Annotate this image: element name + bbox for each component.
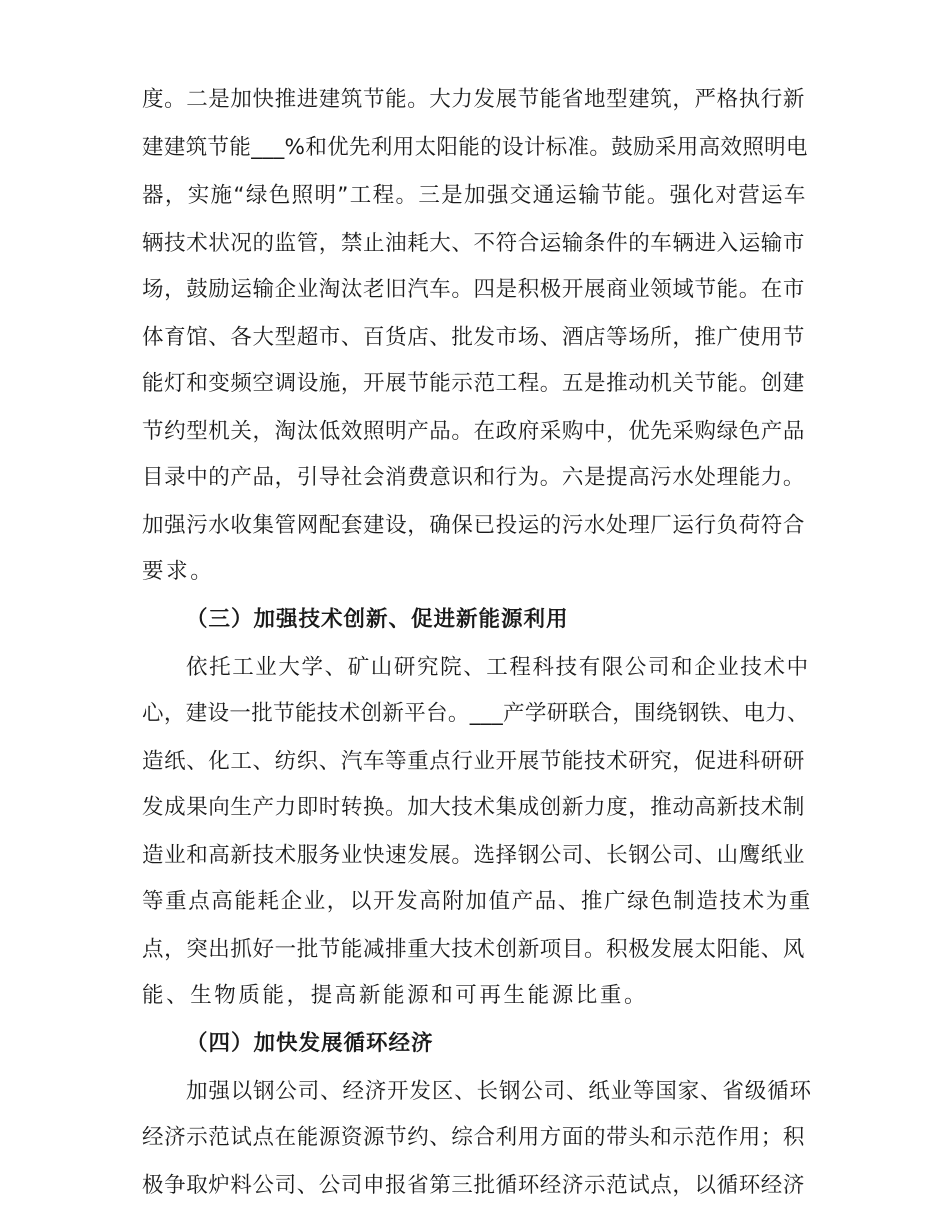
body-text-line: 目录中的产品，引导社会消费意识和行为。六是提高污水处理能力。 [142, 465, 806, 490]
body-text-line: 场，鼓励运输企业淘汰老旧汽车。四是积极开展商业领域节能。在市 [142, 277, 806, 302]
body-text-line: 经济示范试点在能源资源节约、综合利用方面的带头和示范作用；积 [142, 1125, 806, 1150]
section-heading: （三）加强技术创新、促进新能源利用 [186, 607, 569, 632]
body-text-line: 依托工业大学、矿山研究院、工程科技有限公司和企业技术中 [186, 655, 810, 680]
body-text-line: 发成果向生产力即时转换。加大技术集成创新力度，推动高新技术制 [142, 795, 806, 820]
body-text-line: 建建筑节能___%和优先利用太阳能的设计标准。鼓励采用高效照明电 [142, 135, 808, 160]
body-text-line: 节约型机关，淘汰低效照明产品。在政府采购中，优先采购绿色产品 [142, 419, 806, 444]
body-text-line: 造纸、化工、纺织、汽车等重点行业开展节能技术研究，促进科研研 [142, 749, 806, 774]
body-text-line: 等重点高能耗企业，以开发高附加值产品、推广绿色制造技术为重 [142, 889, 812, 914]
body-text-line: 点，突出抓好一批节能减排重大技术创新项目。积极发展太阳能、风 [142, 937, 806, 962]
body-text-line: 器，实施“绿色照明”工程。三是加强交通运输节能。强化对营运车 [142, 183, 807, 208]
section-heading: （四）加快发展循环经济 [186, 1031, 434, 1056]
body-text-line: 能灯和变频空调设施，开展节能示范工程。五是推动机关节能。创建 [142, 371, 806, 396]
body-text-line: 要求。 [142, 559, 215, 584]
body-text-line: 造业和高新技术服务业快速发展。选择钢公司、长钢公司、山鹰纸业 [142, 843, 806, 868]
body-text-line: 辆技术状况的监管，禁止油耗大、不符合运输条件的车辆进入运输市 [142, 231, 806, 256]
body-text-line: 体育馆、各大型超市、百货店、批发市场、酒店等场所，推广使用节 [142, 325, 806, 350]
body-text-line: 加强污水收集管网配套建设，确保已投运的污水处理厂运行负荷符合 [142, 513, 806, 538]
body-text-line: 加强以钢公司、经济开发区、长钢公司、纸业等国家、省级循环 [186, 1079, 812, 1104]
body-text-line: 极争取炉料公司、公司申报省第三批循环经济示范试点，以循环经济 [142, 1173, 806, 1198]
body-text-line: 心，建设一批节能技术创新平台。___产学研联合，围绕钢铁、电力、 [142, 701, 809, 726]
body-text-line: 度。二是加快推进建筑节能。大力发展节能省地型建筑，严格执行新 [142, 87, 806, 112]
body-text-line: 能、生物质能，提高新能源和可再生能源比重。 [142, 983, 649, 1008]
